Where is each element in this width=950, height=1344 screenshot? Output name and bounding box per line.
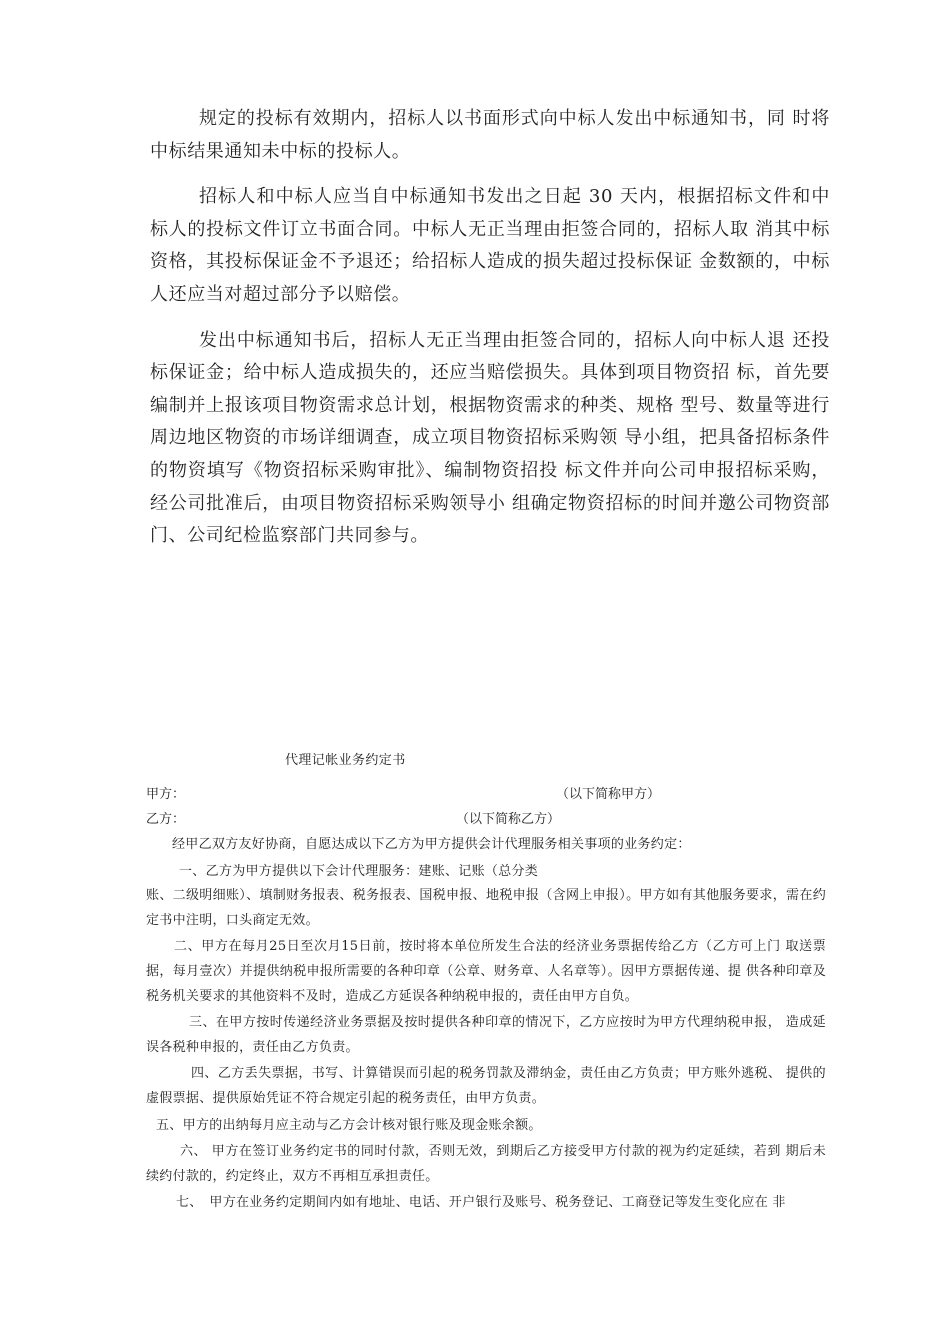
agreement-intro: 经甲乙双方友好协商，自愿达成以下乙方为甲方提供会计代理服务相关事项的业务约定：: [172, 837, 691, 852]
clause-4: 四、乙方丢失票据，书写、计算错误而引起的税务罚款及滞纳金，责任由乙方负责；甲方账外逃税、 提供的虚假票据、提供原始凭证不符合规定引起的税务责任，由甲方负责。: [146, 1066, 826, 1106]
clause-1-first-line: 一、乙方为甲方提供以下会计代理服务：建账、记账（总分类: [179, 863, 539, 879]
party-b-label: 乙方：: [146, 812, 186, 827]
clause-3: 三、在甲方按时传递经济业务票据及按时提供各种印章的情况下，乙方应按时为甲方代理纳税申报， 造成延误各税种申报的，责任由乙方负责。: [146, 1015, 826, 1055]
clause-5: 五、甲方的出纳每月应主动与乙方会计核对银行账及现金账余额。: [156, 1117, 542, 1133]
agreement-title: 代理记帐业务约定书: [285, 753, 406, 768]
clause-6: 六、 甲方在签订业务约定书的同时付款，否则无效，到期后乙方接受甲方付款的视为约定延续，若到 期后未续约付款的，约定终止，双方不再相互承担责任。: [146, 1144, 826, 1184]
paragraph: 规定的投标有效期内，招标人以书面形式向中标人发出中标通知书，同 时将中标结果通知未中标的投标人。: [150, 108, 830, 162]
clause-2: 二、甲方在每月25日至次月15日前，按时将本单位所发生合法的经济业务票据传给乙方（乙方可上门 取送票据，每月壹次）并提供纳税申报所需要的各种印章（公章、财务章、人名章等）。因甲方票据传递、提 供各种印章及税务机关要求的其他资料不及时，造成乙方延误各种纳税申报的，责任由甲方自负。: [146, 939, 826, 1004]
party-a-label: 甲方：: [146, 787, 186, 802]
bookkeeping-agreement: [146, 749, 826, 1218]
paragraph: 招标人和中标人应当自中标通知书发出之日起 30 天内，根据招标文件和中标人的投标文件订立书面合同。中标人无正当理由拒签合同的，招标人取 消其中标资格，其投标保证金不予退还；给招标人造成的损失超过投标保证 金数额的，中标人还应当对超过部分予以赔偿。: [150, 186, 830, 305]
party-a-note: （以下简称甲方）: [556, 787, 661, 802]
party-a-line: [146, 783, 826, 808]
paragraph: 发出中标通知书后，招标人无正当理由拒签合同的，招标人向中标人退 还投标保证金；给中标人造成损失的，还应当赔偿损失。具体到项目物资招 标，首先要编制并上报该项目物资需求总计划，根据物资需求的种类、规格 型号、数量等进行周边地区物资的市场详细调查，成立项目物资招标采购领 导小组，把具备招标条件的物资填写《物资招标采购审批》、编制物资招投 标文件并向公司申报招标采购，经公司批准后，由项目物资招标采购领导小 组确定物资招标的时间并邀公司物资部门、公司纪检监察部门共同参与。: [150, 329, 830, 547]
tender-text-section: [150, 103, 830, 566]
party-b-note: （以下简称乙方）: [456, 812, 561, 827]
party-b-line: [146, 808, 826, 833]
clause-1-continued: 账、二级明细账）、填制财务报表、税务报表、国税申报、地税申报（含网上申报）。甲方如有其他服务要求，需在约定书中注明，口头商定无效。: [146, 888, 826, 928]
clause-7: 七、 甲方在业务约定期间内如有地址、电话、开户银行及账号、税务登记、工商登记等发生变化应在 非: [176, 1195, 786, 1211]
